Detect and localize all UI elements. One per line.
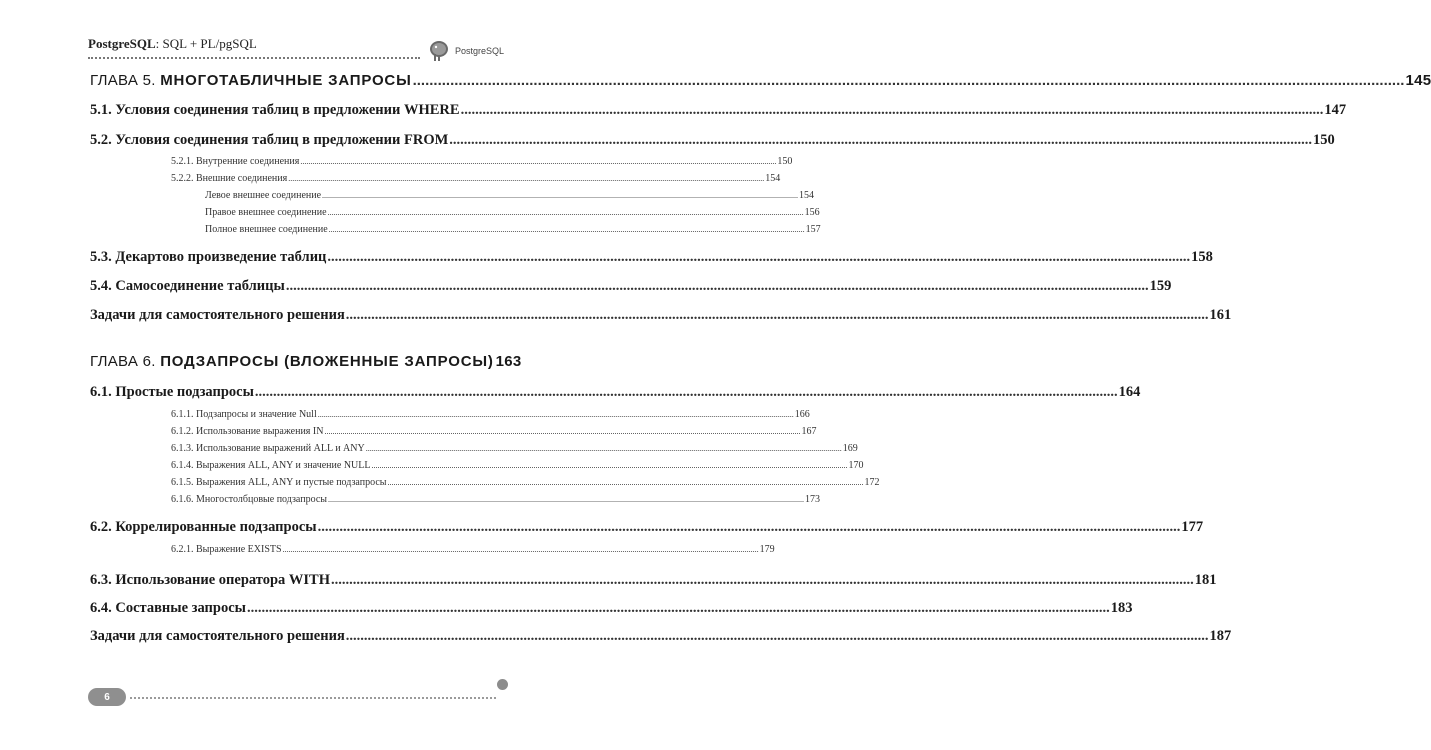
dot-leader (346, 307, 1209, 324)
toc-page-number: 179 (759, 544, 775, 555)
toc-page-number: 159 (1149, 278, 1172, 294)
dot-leader (372, 461, 848, 470)
chapter-prefix: ГЛАВА 6. (90, 353, 161, 370)
toc-subsection-6-1-5[interactable] (171, 477, 880, 488)
toc-page-number: 161 (1209, 307, 1232, 323)
toc-page-number: 183 (1110, 600, 1133, 616)
toc-chapter-6[interactable] (90, 353, 522, 370)
dot-leader (286, 278, 1149, 295)
toc-item-full-outer-join[interactable] (205, 224, 821, 235)
footer-circle-ornament (497, 679, 508, 690)
toc-section-5-1[interactable] (90, 102, 1347, 119)
toc-page-number: 150 (1313, 132, 1335, 148)
toc-entry-title: 5.3. Декартово произведение таблиц (90, 249, 327, 265)
dot-leader (318, 410, 794, 419)
toc-subsection-6-2-1[interactable] (171, 544, 775, 555)
toc-page-number: 181 (1194, 572, 1217, 588)
elephant-icon (426, 38, 452, 64)
toc-entry-title: 6.2.1. Выражение EXISTS (171, 544, 282, 555)
logo-text: PostgreSQL (455, 46, 505, 56)
toc-entry-title: 6.1.5. Выражения ALL, ANY и пустые подзапросы (171, 477, 387, 488)
toc-page-number: 154 (765, 173, 781, 184)
toc-page-number: 169 (842, 443, 858, 454)
toc-subsection-5-2-1[interactable] (171, 156, 793, 167)
dot-leader (328, 208, 804, 217)
dot-leader (283, 545, 759, 554)
toc-entry-title: 6.1. Простые подзапросы (90, 384, 254, 400)
toc-page-number: 150 (777, 156, 793, 167)
toc-section-5-3[interactable] (90, 249, 1213, 266)
toc-page-number: 145 (1405, 72, 1431, 89)
toc-entry-title: 6.3. Использование оператора WITH (90, 572, 330, 588)
toc-entry-title: 5.4. Самосоединение таблицы (90, 278, 285, 294)
toc-subsection-6-1-1[interactable] (171, 409, 810, 420)
postgresql-logo (426, 36, 516, 66)
toc-entry-title: 6.1.6. Многостолбцовые подзапросы (171, 494, 327, 505)
toc-entry-title: 5.2.2. Внешние соединения (171, 173, 288, 184)
toc-entry-title: 6.1.3. Использование выражений ALL и ANY (171, 443, 365, 454)
toc-page-number: 173 (805, 494, 820, 505)
chapter-title: ПОДЗАПРОСЫ (ВЛОЖЕННЫЕ ЗАПРОСЫ) (160, 353, 494, 370)
toc-entry-title: 6.2. Коррелированные подзапросы (90, 519, 317, 535)
running-head-bold: PostgreSQL (88, 36, 156, 51)
toc-item-right-outer-join[interactable] (205, 207, 820, 218)
dot-leader (449, 132, 1312, 149)
toc-entry-title: Задачи для самостоятельного решения (90, 628, 345, 644)
dot-leader (366, 444, 842, 453)
toc-page-number: 157 (805, 224, 821, 235)
toc-page-number: 163 (495, 353, 522, 370)
toc-section-5-4[interactable] (90, 278, 1172, 295)
toc-entry-title: Правое внешнее соединение (205, 207, 327, 218)
footer-dotted-rule (130, 697, 496, 699)
toc-tasks-chapter-6[interactable] (90, 628, 1232, 645)
toc-subsection-6-1-2[interactable] (171, 426, 817, 437)
dot-leader (318, 519, 1181, 536)
dot-leader (331, 572, 1194, 589)
toc-tasks-chapter-5[interactable] (90, 307, 1232, 324)
toc-section-6-4[interactable] (90, 600, 1133, 617)
toc-entry-title (90, 72, 412, 89)
page-number: 6 (104, 691, 110, 703)
running-head (88, 36, 257, 52)
dot-leader (328, 495, 804, 504)
toc-page-number: 187 (1209, 628, 1232, 644)
toc-entry-title: 5.2. Условия соединения таблиц в предложении FROM (90, 132, 449, 148)
toc-entry-title: 5.2.1. Внутренние соединения (171, 156, 300, 167)
toc-entry-title: Задачи для самостоятельного решения (90, 307, 345, 323)
page-number-tab (88, 688, 126, 706)
running-head-rest: : SQL + PL/pgSQL (155, 36, 257, 51)
toc-entry-title: 6.1.2. Использование выражения IN (171, 426, 324, 437)
header-dotted-rule (88, 57, 420, 59)
toc-page-number: 147 (1324, 102, 1347, 118)
toc-item-left-outer-join[interactable] (205, 190, 815, 201)
toc-subsection-6-1-3[interactable] (171, 443, 858, 454)
toc-section-6-2[interactable] (90, 519, 1204, 536)
dot-leader (255, 384, 1118, 401)
toc-entry-title: Полное внешнее соединение (205, 224, 328, 235)
dot-leader (461, 102, 1324, 119)
chapter-prefix: ГЛАВА 5. (90, 72, 161, 89)
toc-subsection-6-1-6[interactable] (171, 494, 820, 505)
toc-page-number: 164 (1118, 384, 1141, 400)
toc-page-number: 167 (801, 426, 817, 437)
dot-leader (387, 478, 863, 487)
toc-page-number: 156 (804, 207, 820, 218)
toc-entry-title: 6.4. Составные запросы (90, 600, 246, 616)
dot-leader (324, 427, 800, 436)
toc-entry-title (90, 353, 494, 370)
toc-section-6-1[interactable] (90, 384, 1141, 401)
toc-page-number: 177 (1181, 519, 1204, 535)
dot-leader (327, 249, 1190, 266)
toc-section-6-3[interactable] (90, 572, 1217, 589)
toc-chapter-5[interactable] (90, 72, 1431, 89)
dot-leader (288, 174, 764, 183)
chapter-title: МНОГОТАБЛИЧНЫЕ ЗАПРОСЫ (160, 72, 412, 89)
toc-entry-title: 6.1.4. Выражения ALL, ANY и значение NULL (171, 460, 371, 471)
dot-leader (322, 191, 798, 200)
toc-page-number: 172 (864, 477, 880, 488)
dot-leader (300, 157, 776, 166)
toc-entry-title: 5.1. Условия соединения таблиц в предложении WHERE (90, 102, 460, 118)
dot-leader (247, 600, 1110, 617)
dot-leader (329, 225, 805, 234)
toc-subsection-6-1-4[interactable] (171, 460, 864, 471)
dot-leader (413, 72, 1405, 89)
toc-subsection-5-2-2[interactable] (171, 173, 781, 184)
toc-page-number: 154 (799, 190, 815, 201)
toc-page-number: 158 (1191, 249, 1213, 265)
dot-leader (346, 628, 1209, 645)
toc-entry-title: Левое внешнее соединение (205, 190, 322, 201)
toc-page-number: 166 (794, 409, 810, 420)
toc-entry-title: 6.1.1. Подзапросы и значение Null (171, 409, 317, 420)
toc-page-number: 170 (848, 460, 864, 471)
toc-section-5-2[interactable] (90, 132, 1335, 149)
